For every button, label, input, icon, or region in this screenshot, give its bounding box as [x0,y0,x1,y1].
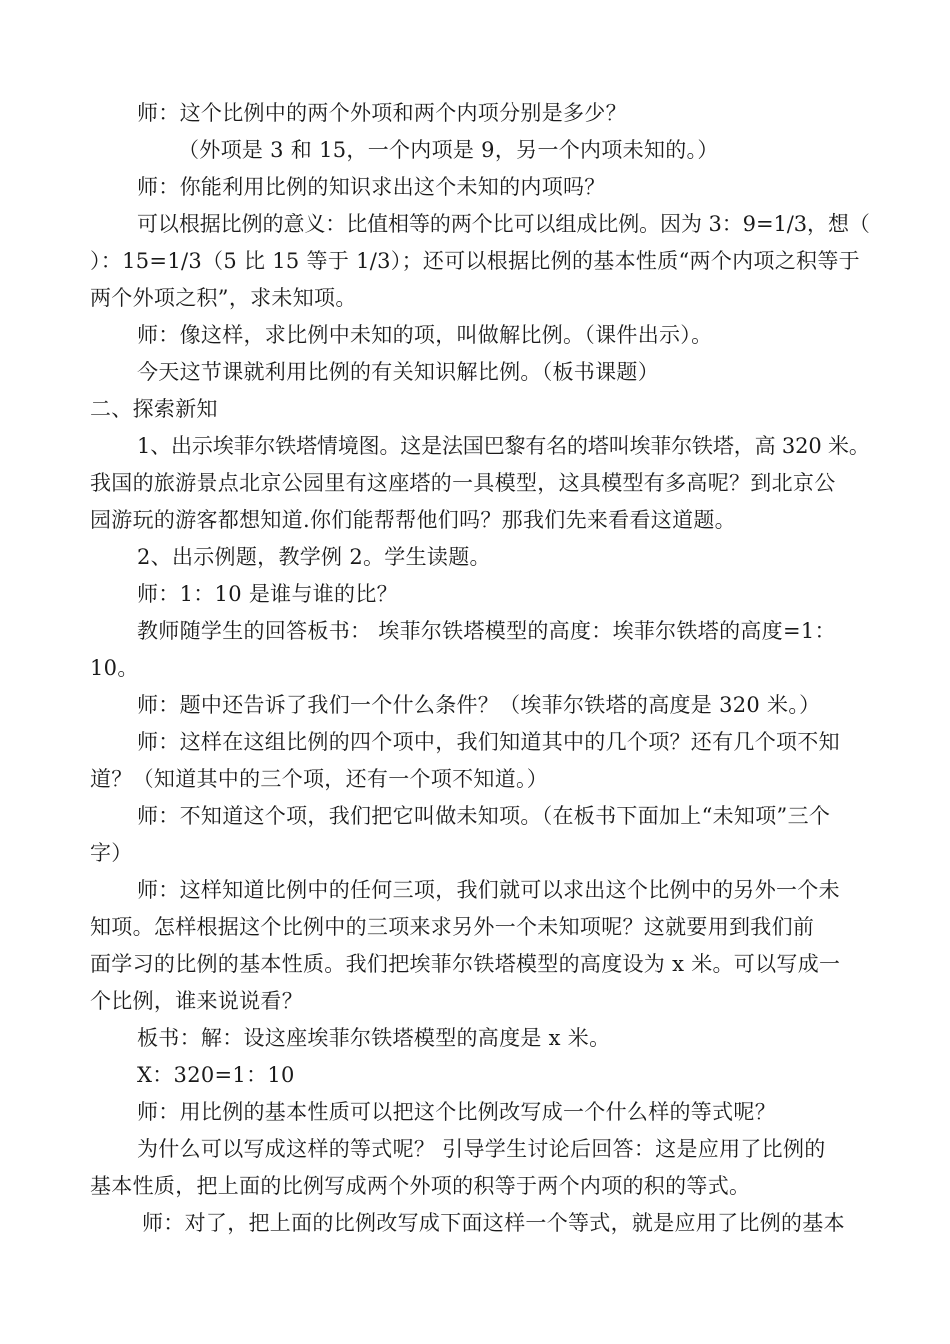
text-line: 师：题中还告诉了我们一个什么条件？（埃菲尔铁塔的高度是 320 米。） [137,693,821,717]
section-heading: 二、探索新知 [90,397,218,421]
text-line: 师：这样知道比例中的任何三项，我们就可以求出这个比例中的另外一个未 [137,878,840,902]
text-line: 为什么可以写成这样的等式呢？ 引导学生讨论后回答：这是应用了比例的 [137,1137,826,1161]
text-line: 个比例，谁来说说看？ [90,989,303,1013]
text-line: 面学习的比例的基本性质。我们把埃菲尔铁塔模型的高度设为 x 米。可以写成一 [90,952,841,976]
text-line: 基本性质，把上面的比例写成两个外项的积等于两个内项的积的等式。 [90,1174,751,1198]
equation-line: X：320=1：10 [137,1063,295,1087]
text-line: 我国的旅游景点北京公园里有这座塔的一具模型，这具模型有多高呢？到北京公 [90,471,836,495]
text-line: 道？（知道其中的三个项，还有一个项不知道。） [90,767,549,791]
text-line: 师：用比例的基本性质可以把这个比例改写成一个什么样的等式呢？ [137,1100,776,1124]
text-line: 教师随学生的回答板书： 埃菲尔铁塔模型的高度：埃菲尔铁塔的高度=1： [137,619,836,643]
text-line: 字） [90,841,133,865]
text-line: 今天这节课就利用比例的有关知识解比例。（板书课题） [137,360,659,384]
text-line: 师：这个比例中的两个外项和两个内项分别是多少？ [137,101,627,125]
text-line: 两个外项之积”，求未知项。 [90,286,357,310]
text-line: 2、出示例题，教学例 2。学生读题。 [137,545,491,569]
text-line: 10。 [90,656,139,680]
text-line: 可以根据比例的意义：比值相等的两个比可以组成比例。因为 3：9=1/3，想（ [137,212,870,236]
text-line: （外项是 3 和 15，一个内项是 9，另一个内项未知的。） [178,138,719,162]
text-line: ）：15=1/3（5 比 15 等于 1/3）；还可以根据比例的基本性质“两个内项之积等于 [90,249,860,273]
text-line: 师：不知道这个项，我们把它叫做未知项。（在板书下面加上“未知项”三个 [137,804,831,828]
text-line: 师：1：10 是谁与谁的比？ [137,582,398,606]
text-line: 知项。怎样根据这个比例中的三项来求另外一个未知项呢？这就要用到我们前 [90,915,815,939]
text-line: 板书：解：设这座埃菲尔铁塔模型的高度是 x 米。 [137,1026,611,1050]
text-line: 园游玩的游客都想知道.你们能帮帮他们吗？那我们先来看看这道题。 [90,508,736,532]
text-line: 师：这样在这组比例的四个项中，我们知道其中的几个项？还有几个项不知 [137,730,840,754]
text-line: 师：像这样，求比例中未知的项，叫做解比例。（课件出示）。 [137,323,713,347]
text-line: 师：你能利用比例的知识求出这个未知的内项吗？ [137,175,606,199]
text-line: 1、出示埃菲尔铁塔情境图。这是法国巴黎有名的塔叫埃菲尔铁塔，高 320 米。 [137,434,870,458]
text-line: 师：对了，把上面的比例改写成下面这样一个等式，就是应用了比例的基本 [142,1211,845,1235]
